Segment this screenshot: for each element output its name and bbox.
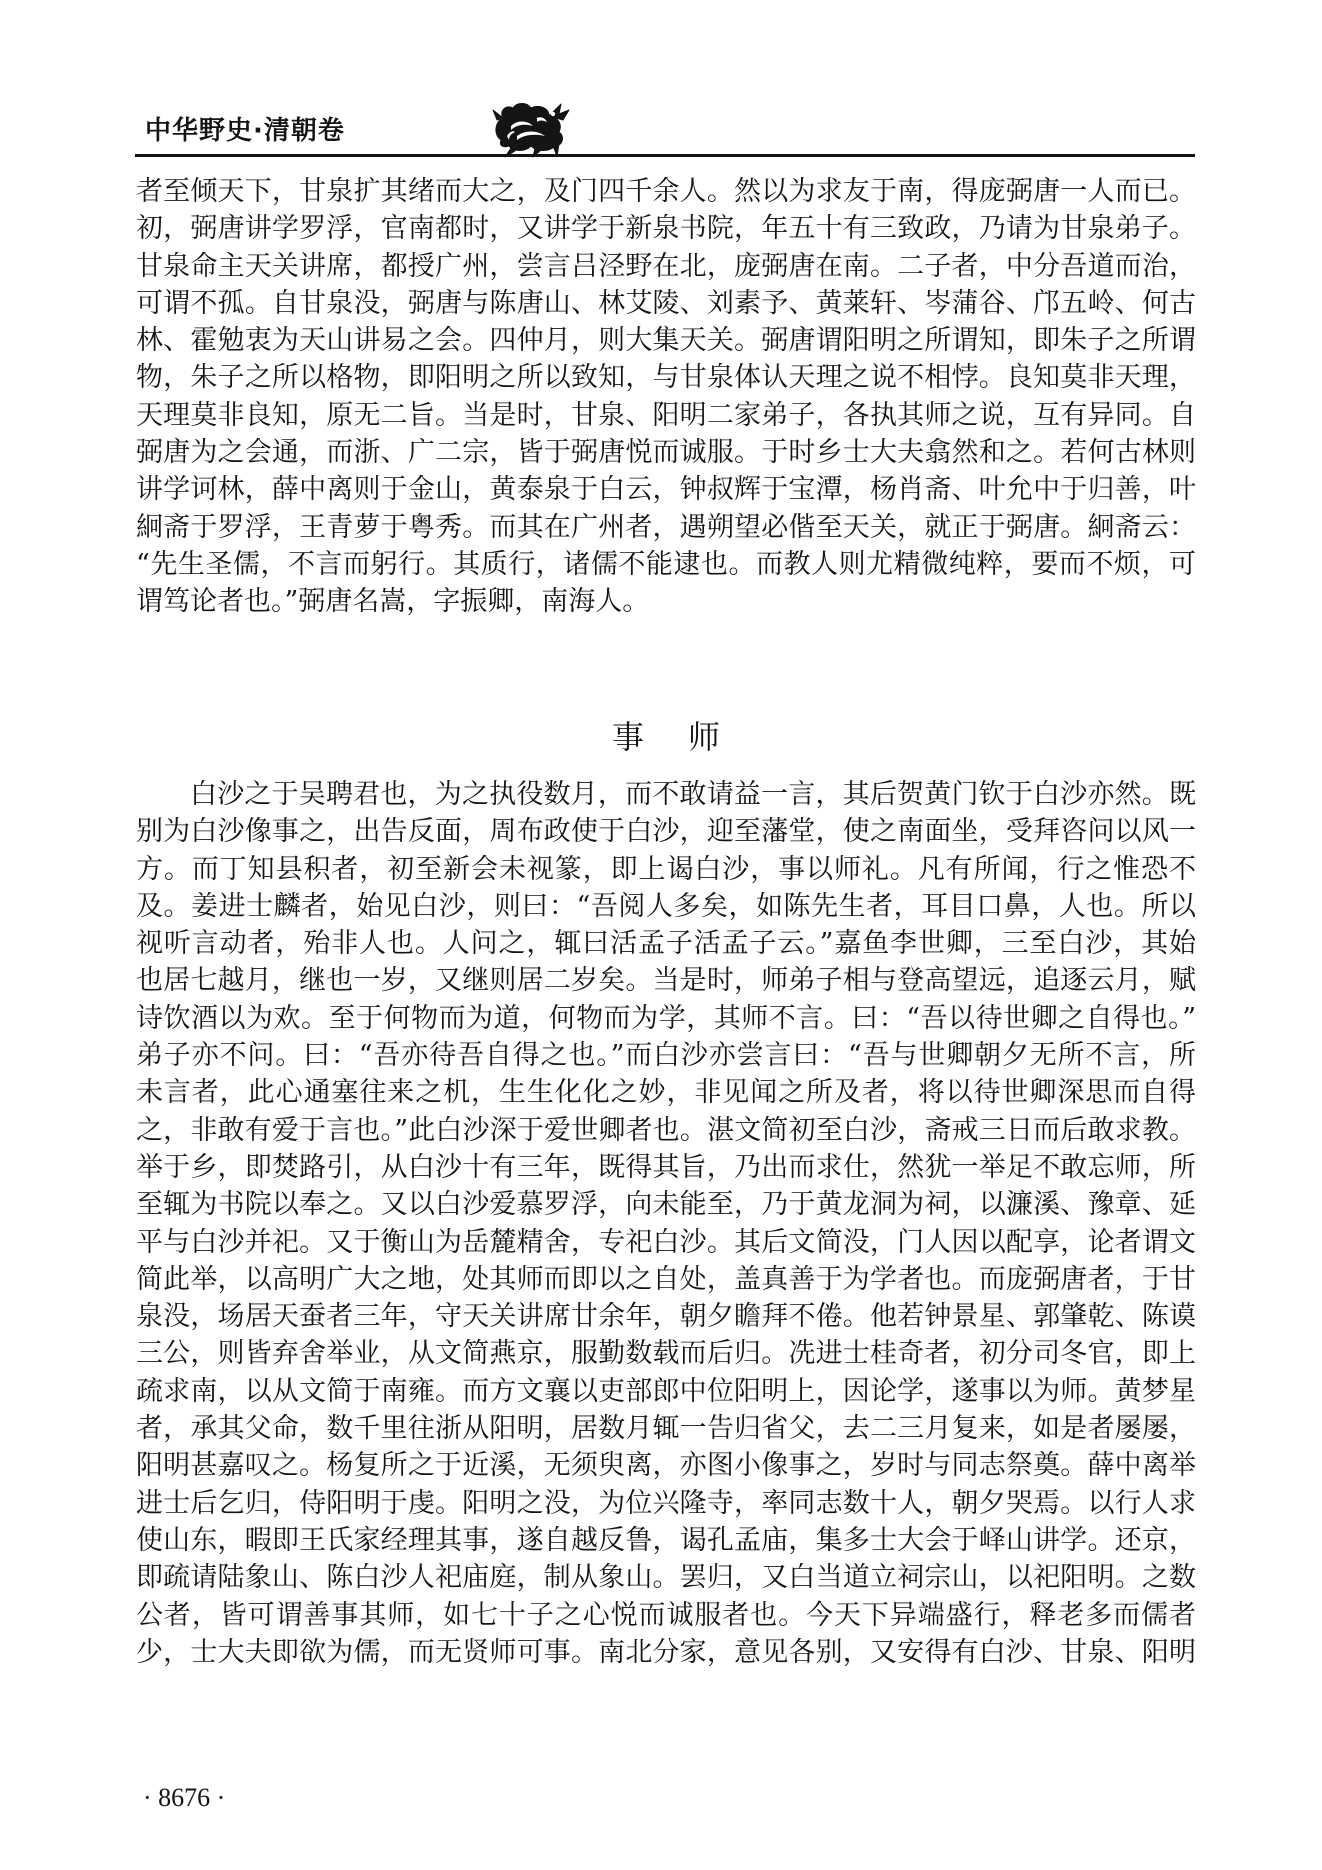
text-line: 至辄为书院以奉之。又以白沙爱慕罗浮，向未能至，乃于黄龙洞为祠，以濂溪、豫章、延 [136, 1189, 1196, 1221]
text-line: 举于乡，即焚路引，从白沙十有三年，既得其旨，乃出而求仕，然犹一举足不敢忘师，所 [136, 1151, 1196, 1183]
text-line: 即疏请陆象山、陈白沙人祀庙庭，制从象山。罢归，又白当道立祠宗山，以祀阳明。之数 [136, 1562, 1196, 1594]
text-line: 讲学诃林，薛中离则于金山，黄泰泉于白云，钟叔辉于宝潭，杨肖斋、叶允中于归善，叶 [136, 474, 1196, 506]
text-line: 之，非敢有爱于言也。”此白沙深于爱世卿者也。湛文简初至白沙，斋戒三日而后敢求教。 [136, 1114, 1196, 1146]
text-line: 泉没，场居天蚕者三年，守天关讲席廿余年，朝夕瞻拜不倦。他若钟景星、郭肇乾、陈谟 [136, 1301, 1196, 1333]
text-line: 弼唐为之会通，而浙、广二宗，皆于弼唐悦而诚服。于时乡士大夫翕然和之。若何古林则 [136, 437, 1196, 469]
paragraph-continuation [136, 173, 1196, 621]
text-line: 物，朱子之所以格物，即阳明之所以致知，与甘泉体认天理之说不相悖。良知莫非天理， [136, 362, 1196, 394]
section-heading: 事师 [611, 718, 764, 756]
dragon-emblem-icon [487, 96, 573, 158]
book-title: 中华野史·清朝卷 [145, 116, 345, 146]
text-line: 可谓不孤。自甘泉没，弼唐与陈唐山、林艾陵、刘素予、黄莱轩、岑蒲谷、邝五岭、何古 [136, 287, 1196, 319]
text-line: 甘泉命主天关讲席，都授广州，尝言吕泾野在北，庞弼唐在南。二子者，中分吾道而治， [136, 250, 1196, 282]
text-line: 者，承其父命，数千里往浙从阳明，居数月辄一告归省父，去二三月复来，如是者屡屡， [136, 1413, 1196, 1445]
text-line: 少，士大夫即欲为儒，而无贤师可事。南北分家，意见各别，又安得有白沙、甘泉、阳明 [136, 1636, 1196, 1668]
text-line: 白沙之于吴聘君也，为之执役数月，而不敢请益一言，其后贺黄门钦于白沙亦然。既 [190, 779, 1196, 810]
text-line: 林、霍勉衷为天山讲易之会。四仲月，则大集天关。弼唐谓阳明之所谓知，即朱子之所谓 [136, 325, 1196, 357]
text-line: 别为白沙像事之，出告反面，周布政使于白沙，迎至藩堂，使之南面坐，受拜咨问以风一 [136, 816, 1196, 848]
text-line: 诗饮酒以为欢。至于何物而为道，何物而为学，其师不言。曰：“吾以待世卿之自得也。” [136, 1002, 1196, 1034]
text-line: 及。姜进士麟者，始见白沙，则曰：“吾阅人多矣，如陈先生者，耳目口鼻，人也。所以 [136, 890, 1196, 922]
paragraph-section-body [136, 776, 1196, 1671]
text-line: 初，弼唐讲学罗浮，官南都时，又讲学于新泉书院，年五十有三致政，乃请为甘泉弟子。 [136, 213, 1196, 245]
text-line: 阳明甚嘉叹之。杨复所之于近溪，无须臾离，亦图小像事之，岁时与同志祭奠。薛中离举 [136, 1450, 1196, 1482]
text-line: 平与白沙并祀。又于衡山为岳麓精舍，专祀白沙。其后文简没，门人因以配享，论者谓文 [136, 1226, 1196, 1258]
text-line: 公者，皆可谓善事其师，如七十子之心悦而诚服者也。今天下异端盛行，释老多而儒者 [136, 1599, 1196, 1631]
text-line: 未言者，此心通塞往来之机，生生化化之妙，非见闻之所及者，将以待世卿深思而自得 [136, 1077, 1196, 1109]
running-header [135, 96, 1195, 166]
text-line: 三公，则皆弃舍举业，从文简燕京，服勤数载而后归。冼进士桂奇者，初分司冬官，即上 [136, 1338, 1196, 1370]
text-line: 天理莫非良知，原无二旨。当是时，甘泉、阳明二家弟子，各执其师之说，互有异同。自 [136, 399, 1196, 431]
text-line: 也居七越月，继也一岁，又继则居二岁矣。当是时，师弟子相与登高望远，追逐云月，赋 [136, 965, 1196, 997]
text-line: 简此举，以高明广大之地，处其师而即以之自处，盖真善于为学者也。而庞弼唐者，于甘 [136, 1263, 1196, 1295]
text-line: 弟子亦不问。曰：“吾亦待吾自得之也。”而白沙亦尝言曰：“吾与世卿朝夕无所不言，所 [136, 1040, 1196, 1072]
text-line: 絅斋于罗浮，王青萝于粤秀。而其在广州者，遇朔望必偕至天关，就正于弼唐。絅斋云： [136, 511, 1196, 543]
header-rule [135, 154, 1195, 157]
text-line: 使山东，暇即王氏家经理其事，遂自越反鲁，谒孔孟庙，集多士大会于峄山讲学。还京， [136, 1524, 1196, 1556]
text-line: 方。而丁知县积者，初至新会未视篆，即上谒白沙，事以师礼。凡有所闻，行之惟恐不 [136, 853, 1196, 885]
page-number: · 8676 · [143, 1783, 226, 1812]
text-line: “先生圣儒，不言而躬行。其质行，诸儒不能逮也。而教人则尤精微纯粹，要而不烦，可 [136, 548, 1196, 580]
text-line: 者至倾天下，甘泉扩其绪而大之，及门四千余人。然以为求友于南，得庞弼唐一人而已。 [136, 176, 1196, 207]
text-line: 疏求南，以从文简于南雍。而方文襄以吏部郎中位阳明上，因论学，遂事以为师。黄梦星 [136, 1375, 1196, 1407]
text-line: 进士后乞归，侍阳明于虔。阳明之没，为位兴隆寺，率同志数十人，朝夕哭焉。以行人求 [136, 1487, 1196, 1519]
text-line: 谓笃论者也。”弼唐名嵩，字振卿，南海人。 [136, 586, 650, 618]
text-line: 视听言动者，殆非人也。人问之，辄曰活孟子活孟子云。”嘉鱼李世卿，三至白沙，其始 [136, 928, 1196, 960]
